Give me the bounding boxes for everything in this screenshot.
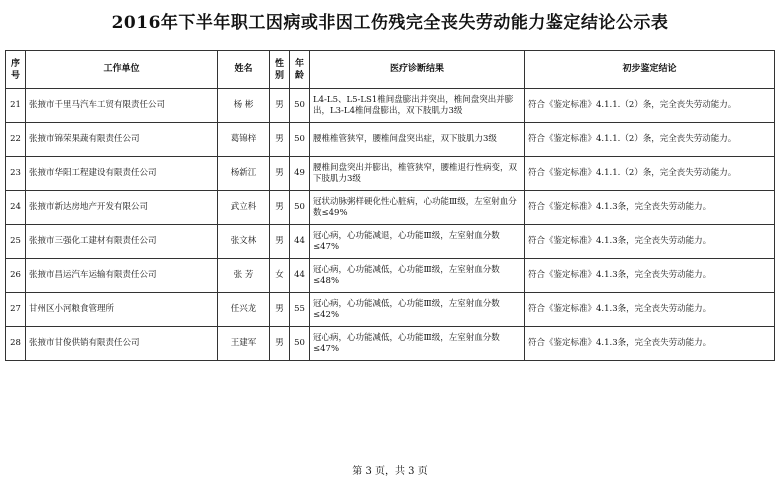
header-age: 年 龄 <box>290 51 310 89</box>
cell-gender: 男 <box>270 123 290 157</box>
table-row <box>6 259 775 293</box>
cell-age: 50 <box>290 123 310 157</box>
header-unit: 工作单位 <box>26 51 218 89</box>
table-row <box>6 89 775 123</box>
cell-gender: 男 <box>270 191 290 225</box>
cell-gender: 男 <box>270 225 290 259</box>
cell-name: 张 芳 <box>218 259 270 293</box>
cell-unit: 张掖市新达房地产开发有限公司 <box>26 191 218 225</box>
cell-diagnosis: 冠心病，心功能减低，心功能Ⅲ级，左室射血分数≤42% <box>310 293 525 327</box>
cell-name: 张文林 <box>218 225 270 259</box>
cell-name: 杨新江 <box>218 157 270 191</box>
cell-conclusion: 符合《鉴定标准》4.1.1.（2）条，完全丧失劳动能力。 <box>525 89 775 123</box>
cell-age: 50 <box>290 327 310 361</box>
cell-gender: 男 <box>270 157 290 191</box>
cell-unit: 张掖市锦荣果蔬有限责任公司 <box>26 123 218 157</box>
table-row <box>6 293 775 327</box>
cell-name: 任兴龙 <box>218 293 270 327</box>
table-row <box>6 157 775 191</box>
cell-diagnosis: 冠心病，心功能减低，心功能Ⅲ级，左室射血分数≤47% <box>310 327 525 361</box>
cell-no: 28 <box>6 327 26 361</box>
cell-no: 26 <box>6 259 26 293</box>
cell-unit: 甘州区小河粮食管理所 <box>26 293 218 327</box>
cell-unit: 张掖市华阳工程建设有限责任公司 <box>26 157 218 191</box>
cell-diagnosis: 腰椎椎管狭窄，腰椎间盘突出症，双下肢肌力3级 <box>310 123 525 157</box>
cell-conclusion: 符合《鉴定标准》4.1.3条，完全丧失劳动能力。 <box>525 293 775 327</box>
cell-name: 葛锦梓 <box>218 123 270 157</box>
table-row <box>6 191 775 225</box>
cell-conclusion: 符合《鉴定标准》4.1.3条，完全丧失劳动能力。 <box>525 225 775 259</box>
header-diagnosis: 医疗诊断结果 <box>310 51 525 89</box>
cell-age: 44 <box>290 225 310 259</box>
cell-conclusion: 符合《鉴定标准》4.1.1.（2）条，完全丧失劳动能力。 <box>525 157 775 191</box>
cell-no: 21 <box>6 89 26 123</box>
cell-diagnosis: 冠心病，心功能减低，心功能Ⅲ级，左室射血分数≤48% <box>310 259 525 293</box>
header-no: 序 号 <box>6 51 26 89</box>
cell-gender: 男 <box>270 89 290 123</box>
cell-no: 25 <box>6 225 26 259</box>
page-title: 2016年下半年职工因病或非因工伤残完全丧失劳动能力鉴定结论公示表 <box>111 13 669 33</box>
cell-age: 55 <box>290 293 310 327</box>
cell-conclusion: 符合《鉴定标准》4.1.3条，完全丧失劳动能力。 <box>525 259 775 293</box>
page-footer: 第 3 页，共 3 页 <box>352 466 428 477</box>
header-gender: 性 别 <box>270 51 290 89</box>
cell-unit: 张掖市三强化工建材有限责任公司 <box>26 225 218 259</box>
header-row <box>6 51 775 89</box>
cell-age: 50 <box>290 191 310 225</box>
cell-unit: 张掖市昌运汽车运输有限责任公司 <box>26 259 218 293</box>
cell-diagnosis: 冠状动脉粥样硬化性心脏病，心功能Ⅲ级，左室射血分数≤49% <box>310 191 525 225</box>
cell-no: 22 <box>6 123 26 157</box>
cell-gender: 男 <box>270 293 290 327</box>
cell-unit: 张掖市千里马汽车工贸有限责任公司 <box>26 89 218 123</box>
cell-gender: 男 <box>270 327 290 361</box>
cell-unit: 张掖市甘俊供销有限责任公司 <box>26 327 218 361</box>
cell-no: 27 <box>6 293 26 327</box>
cell-diagnosis: 腰椎间盘突出并膨出，椎管狭窄，腰椎退行性病变，双下肢肌力3级 <box>310 157 525 191</box>
cell-no: 24 <box>6 191 26 225</box>
cell-name: 武立科 <box>218 191 270 225</box>
cell-gender: 女 <box>270 259 290 293</box>
cell-age: 50 <box>290 89 310 123</box>
cell-diagnosis: 冠心病，心功能减退，心功能Ⅲ级，左室射血分数≤47% <box>310 225 525 259</box>
cell-age: 49 <box>290 157 310 191</box>
header-name: 姓名 <box>218 51 270 89</box>
results-table <box>5 50 775 361</box>
header-conclusion: 初步鉴定结论 <box>525 51 775 89</box>
cell-age: 44 <box>290 259 310 293</box>
table-row <box>6 123 775 157</box>
table-row <box>6 225 775 259</box>
cell-conclusion: 符合《鉴定标准》4.1.3条，完全丧失劳动能力。 <box>525 327 775 361</box>
cell-diagnosis: L4-L5、L5-LS1椎间盘膨出并突出，椎间盘突出并膨出，L3-L4椎间盘膨出，双下肢肌力3级 <box>310 89 525 123</box>
cell-conclusion: 符合《鉴定标准》4.1.1.（2）条，完全丧失劳动能力。 <box>525 123 775 157</box>
cell-no: 23 <box>6 157 26 191</box>
cell-name: 王建军 <box>218 327 270 361</box>
cell-name: 杨 彬 <box>218 89 270 123</box>
table-row <box>6 327 775 361</box>
cell-conclusion: 符合《鉴定标准》4.1.3条，完全丧失劳动能力。 <box>525 191 775 225</box>
